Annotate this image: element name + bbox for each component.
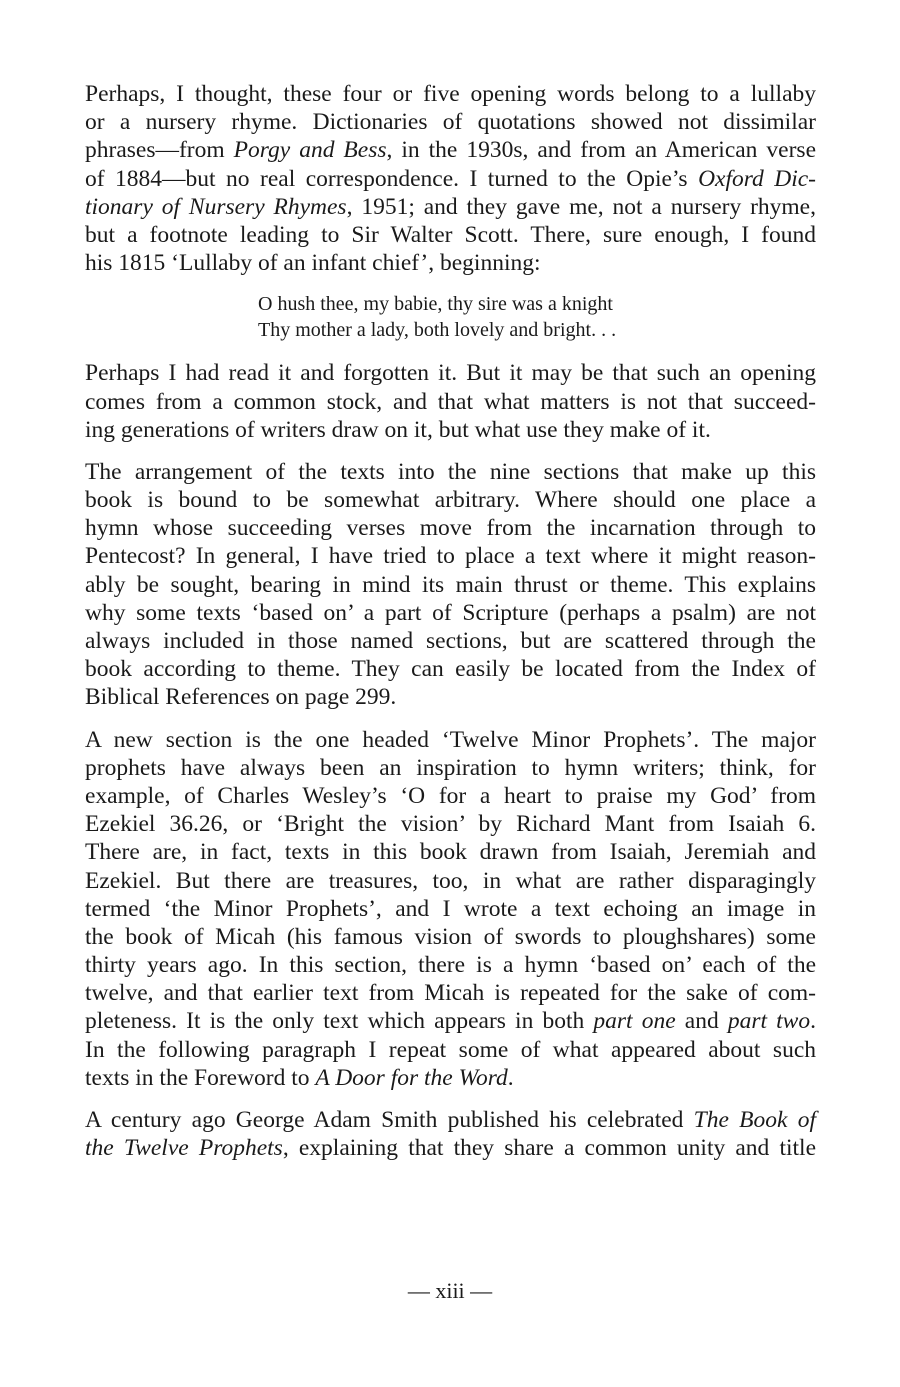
text-run: always included in those named sections, but are scattered through the xyxy=(85,628,816,654)
text-line xyxy=(85,782,816,810)
text-line xyxy=(85,249,816,277)
verse-quotation xyxy=(258,291,816,343)
text-run: twelve, and that earlier text from Micah is repeated for the sake of com- xyxy=(85,980,816,1007)
text-line xyxy=(85,683,816,711)
text-line xyxy=(85,388,816,416)
text-line xyxy=(85,1134,816,1162)
text-line xyxy=(85,458,816,486)
text-run: prophets have always been an inspiration to hymn writers; think, for xyxy=(85,754,816,781)
text-run: The arrangement of the texts into the nine sections that make up this xyxy=(85,458,816,485)
text-line xyxy=(85,951,816,979)
text-run: . xyxy=(810,1008,816,1035)
text-run: , explaining that they share a common unity and title xyxy=(282,1135,817,1162)
text-line xyxy=(85,1036,816,1064)
text-line xyxy=(85,80,816,108)
italic-title: part one xyxy=(593,1008,676,1035)
text-line xyxy=(85,221,816,249)
text-run: of 1884—but no real correspondence. I turned to the Opie’s xyxy=(85,165,699,192)
italic-title: A Door for the Word xyxy=(315,1064,508,1091)
text-line xyxy=(85,979,816,1007)
text-run: A new section is the one headed ‘Twelve Minor Prophets’. The major xyxy=(85,726,816,753)
page-body xyxy=(85,80,816,1176)
text-run: , in the 1930s, and from an American verse xyxy=(386,137,816,164)
italic-title: tionary of Nursery Rhymes xyxy=(85,193,347,220)
text-run: and xyxy=(675,1008,728,1035)
text-line xyxy=(85,571,816,599)
text-line xyxy=(85,923,816,951)
text-run: why some texts ‘based on’ a part of Scripture (perhaps a psalm) are not xyxy=(85,599,816,626)
text-line xyxy=(85,895,816,923)
paragraph xyxy=(85,359,816,444)
text-line xyxy=(85,599,816,627)
italic-title: The Book of xyxy=(693,1107,816,1133)
text-line xyxy=(85,514,816,542)
text-run: example, of Charles Wesley’s ‘O for a heart to praise my God’ from xyxy=(85,782,816,809)
text-run: In the following paragraph I repeat some of what appeared about such xyxy=(85,1036,816,1063)
text-run: Biblical References on page 299. xyxy=(85,684,397,711)
text-line xyxy=(85,627,816,655)
text-line xyxy=(85,359,816,387)
verse-line: Thy mother a lady, both lovely and bright. . . xyxy=(258,319,617,342)
text-run: A century ago George Adam Smith published his celebrated xyxy=(85,1107,694,1133)
text-line xyxy=(85,1007,816,1035)
text-run: There are, in fact, texts in this book drawn from Isaiah, Jeremiah and xyxy=(85,839,816,866)
text-run: , 1951; and they gave me, not a nursery rhyme, xyxy=(346,193,816,220)
text-line xyxy=(85,108,816,136)
text-run: texts in the Foreword to xyxy=(85,1064,316,1091)
paragraph xyxy=(85,80,816,277)
text-line xyxy=(85,165,816,193)
verse-line: O hush thee, my babie, thy sire was a knight xyxy=(258,293,613,316)
text-run: his 1815 ‘Lullaby of an infant chief’, beginning: xyxy=(85,250,541,277)
paragraph xyxy=(85,1106,816,1162)
text-line xyxy=(85,810,816,838)
text-line xyxy=(85,1106,816,1134)
text-run: the book of Micah (his famous vision of swords to ploughshares) some xyxy=(85,923,816,950)
text-line xyxy=(85,655,816,683)
text-run: pleteness. It is the only text which appears in both xyxy=(85,1008,594,1035)
italic-title: part two xyxy=(727,1008,811,1035)
text-run: Perhaps, I thought, these four or five opening words belong to a lullaby xyxy=(85,81,816,107)
text-run: book is bound to be somewhat arbitrary. Where should one place a xyxy=(85,487,816,514)
paragraph xyxy=(85,458,816,712)
text-line xyxy=(85,754,816,782)
text-line xyxy=(85,136,816,164)
text-run: hymn whose succeeding verses move from the incarnation through to xyxy=(85,515,816,542)
text-run: phrases—from xyxy=(85,137,234,164)
text-run: Ezekiel 36.26, or ‘Bright the vision’ by Richard Mant from Isaiah 6. xyxy=(85,811,816,838)
text-run: ing generations of writers draw on it, but what use they make of it. xyxy=(85,416,711,443)
text-line xyxy=(85,542,816,570)
italic-title: the Twelve Prophets xyxy=(85,1135,283,1162)
text-run: or a nursery rhyme. Dictionaries of quotations showed not dissimilar xyxy=(85,109,816,136)
text-line xyxy=(85,726,816,754)
text-run: Perhaps I had read it and forgotten it. But it may be that such an opening xyxy=(85,360,816,387)
italic-title: Porgy and Bess xyxy=(233,137,387,164)
text-run: . xyxy=(507,1064,514,1091)
text-line xyxy=(85,838,816,866)
text-run: Ezekiel. But there are treasures, too, in what are rather disparagingly xyxy=(85,867,816,894)
italic-title: Oxford Dic- xyxy=(698,165,816,192)
text-run: but a footnote leading to Sir Walter Scott. There, sure enough, I found xyxy=(85,221,816,248)
text-run: comes from a common stock, and that what matters is not that succeed- xyxy=(85,388,816,415)
text-line xyxy=(85,867,816,895)
text-run: thirty years ago. In this section, there is a hymn ‘based on’ each of the xyxy=(85,952,816,979)
text-run: termed ‘the Minor Prophets’, and I wrote a text echoing an image in xyxy=(85,895,816,922)
paragraph xyxy=(85,726,816,1092)
text-line xyxy=(85,486,816,514)
text-line xyxy=(85,193,816,221)
page-number: — xiii — xyxy=(407,1278,493,1303)
text-run: Pentecost? In general, I have tried to place a text where it might reason- xyxy=(85,543,816,570)
text-run: ably be sought, bearing in mind its main thrust or theme. This explains xyxy=(85,571,816,598)
text-line xyxy=(85,1064,816,1092)
text-line xyxy=(85,416,816,444)
text-run: book according to theme. They can easily be located from the Index of xyxy=(85,656,816,683)
